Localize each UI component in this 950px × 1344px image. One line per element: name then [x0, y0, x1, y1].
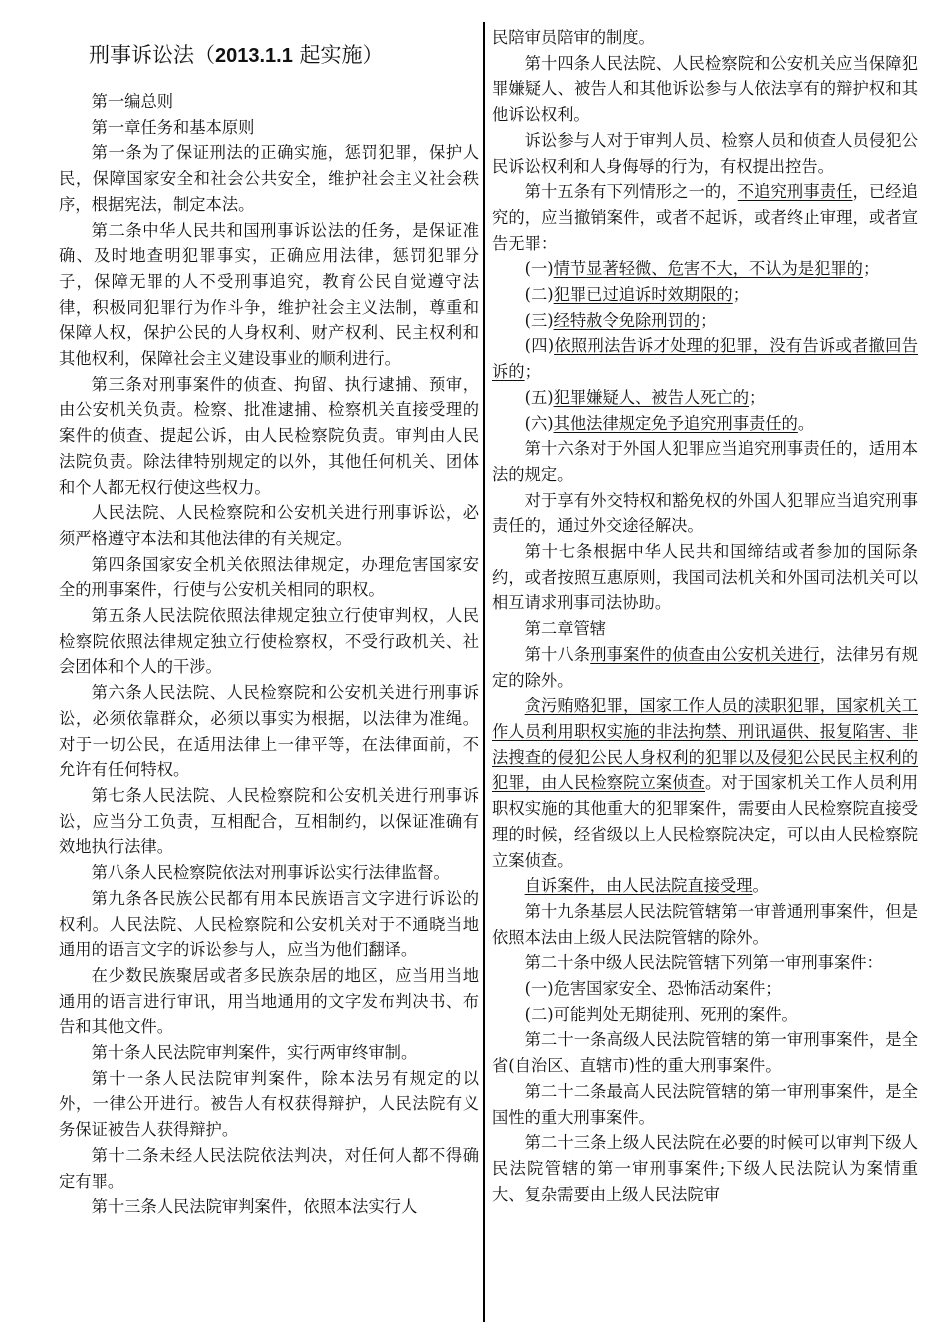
- article-15-item-5: [492, 385, 918, 411]
- article-21: 第二十一条高级人民法院管辖的第一审刑事案件，是全省(自治区、直辖市)性的重大刑事案件。: [492, 1030, 918, 1076]
- article-14: 第十四条人民法院、人民检察院和公安机关应当保障犯罪嫌疑人、被告人和其他诉讼参与人依法享有的辩护权和其他诉讼权利。: [492, 53, 918, 125]
- underlined-text: 刑事案件的侦查由公安机关进行: [590, 644, 820, 664]
- item-number: (二): [524, 285, 554, 305]
- underlined-text: 犯罪已过追诉时效期限的: [553, 285, 733, 305]
- underlined-text: 其他法律规定免予追究刑事责任的: [553, 413, 798, 433]
- article-15: [492, 179, 918, 256]
- document-title: [89, 36, 479, 75]
- title-text-end: 起实施）: [292, 43, 384, 67]
- article-15-item-4: [492, 333, 918, 384]
- title-text: 刑事诉讼法（: [89, 43, 215, 67]
- article-18-para-3: [492, 873, 918, 899]
- article-16: 第十六条对于外国人犯罪应当追究刑事责任的，适用本法的规定。: [492, 439, 918, 484]
- column-divider: [483, 22, 485, 1322]
- article-7: 第七条人民法院、人民检察院和公安机关进行刑事诉讼，应当分工负责，互相配合，互相制约，以保证准确有效地执行法律。: [59, 785, 479, 857]
- article-10: 第十条人民法院审判案件，实行两审终审制。: [91, 1043, 418, 1063]
- article-15-item-1: [492, 256, 918, 282]
- part-heading: 第一编总则: [91, 92, 174, 111]
- title-date: 2013.1.1: [215, 45, 293, 67]
- text: ；: [732, 285, 749, 305]
- article-18: [492, 642, 918, 693]
- article-15-item-2: [492, 282, 918, 308]
- underlined-text: 依照刑法告诉才处理的犯罪，没有告诉或者撤回告诉的: [492, 336, 918, 382]
- left-column: [59, 36, 479, 1220]
- article-9-para-2: 在少数民族聚居或者多民族杂居的地区，应当用当地通用的语言进行审讯，用当地通用的文字发布判决书、布告和其他文件。: [59, 965, 479, 1037]
- item-number: (四): [524, 336, 555, 356]
- article-13-continued: 民陪审员陪审的制度。: [492, 28, 655, 47]
- article-5: 第五条人民法院依照法律规定独立行使审判权，人民检察院依照法律规定独立行使检察权，不受行政机关、社会团体和个人的干涉。: [59, 606, 479, 677]
- article-3: 第三条对刑事案件的侦查、拘留、执行逮捕、预审，由公安机关负责。检察、批准逮捕、检察机关直接受理的案件的侦查、提起公诉，由人民检察院负责。审判由人民法院负责。除法律特别规定的以外，其他任何机关、团体和个人都无权行使这些权力。: [59, 374, 479, 497]
- item-number: (六): [524, 413, 554, 433]
- article-17: 第十七条根据中华人民共和国缔结或者参加的国际条约，或者按照互惠原则，我国司法机关和外国司法机关可以相互请求刑事司法协助。: [492, 542, 918, 613]
- article-22: 第二十二条最高人民法院管辖的第一审刑事案件，是全国性的重大刑事案件。: [492, 1081, 918, 1127]
- chapter-heading: 第一章任务和基本原则: [91, 117, 255, 137]
- text: ，已经追究的，应当撤销案件，或者不起诉，或者终止审理，或者宣告无罪：: [492, 182, 918, 253]
- underlined-text: 犯罪嫌疑人、被告人死亡的: [553, 387, 749, 407]
- underlined-text: 情节显著轻微、危害不大，不认为是犯罪的: [553, 259, 863, 279]
- underlined-text: 经特赦令免除刑罚的: [553, 310, 701, 330]
- article-14-para-2: 诉讼参与人对于审判人员、检察人员和侦查人员侵犯公民诉讼权利和人身侮辱的行为，有权提出控告。: [492, 130, 918, 176]
- article-2: 第二条中华人民共和国刑事诉讼法的任务，是保证准确、及时地查明犯罪事实，正确应用法律，惩罚犯罪分子，保障无罪的人不受刑事追究，教育公民自觉遵守法律，积极同犯罪行为作斗争，维护社会主义法制，尊重和保障人权，保护公民的人身权利、财产权利、民主权利和其他权利，保障社会主义建设事业的顺利进行。: [59, 220, 479, 369]
- boxed-underlined-text: 贪污贿赂犯罪，国家工作人员的渎职犯罪，国家机关工作人员利用职权实施的非法拘禁、刑讯逼供、报复陷害、非法搜查的侵犯公民人身权利的犯罪以及侵犯公民民主权利的犯罪，由人民检察院立案侦查: [492, 696, 918, 793]
- article-3-para-2: 人民法院、人民检察院和公安机关进行刑事诉讼，必须严格遵守本法和其他法律的有关规定。: [59, 503, 479, 548]
- item-number: (一): [524, 259, 554, 279]
- text: 第十五条有下列情形之一的，: [524, 182, 738, 202]
- text: 。对于国家机关工作人员利用职权实施的其他重大的犯罪案件，需要由人民检察院直接受理的时候，经省级以上人民检察院决定，可以由人民检察院立案侦查。: [492, 773, 918, 870]
- text: ，法律另有规定的除外。: [492, 644, 918, 690]
- article-15-item-3: [492, 308, 918, 334]
- item-number: (三): [524, 310, 554, 330]
- article-11: 第十一条人民法院审判案件，除本法另有规定的以外，一律公开进行。被告人有权获得辩护，人民法院有义务保证被告人获得辩护。: [59, 1068, 479, 1140]
- underlined-text: 不追究刑事责任: [737, 182, 853, 202]
- text: ；: [862, 259, 880, 279]
- article-12: 第十二条未经人民法院依法判决，对任何人都不得确定有罪。: [59, 1145, 479, 1191]
- article-4: 第四条国家安全机关依照法律规定，办理危害国家安全的刑事案件，行使与公安机关相同的职权。: [59, 554, 479, 600]
- article-19: 第十九条基层人民法院管辖第一审普通刑事案件，但是依照本法由上级人民法院管辖的除外。: [492, 901, 918, 947]
- text: 。: [752, 876, 769, 896]
- article-23: 第二十三条上级人民法院在必要的时候可以审判下级人民法院管辖的第一审刑事案件;下级人民法院认为案情重大、复杂需要由上级人民法院审: [492, 1133, 918, 1204]
- article-20-item-1: (一)危害国家安全、恐怖活动案件；: [524, 979, 782, 999]
- article-18-para-2: [492, 693, 918, 873]
- article-16-para-2: 对于享有外交特权和豁免权的外国人犯罪应当追究刑事责任的，通过外交途径解决。: [492, 490, 918, 536]
- text: 。: [797, 413, 815, 433]
- text: ；: [700, 310, 717, 330]
- article-1: 第一条为了保证刑法的正确实施，惩罚犯罪，保护人民，保障国家安全和社会公共安全，维护社会主义社会秩序，根据宪法，制定本法。: [59, 143, 479, 214]
- right-column: [492, 25, 918, 1207]
- article-15-item-6: [492, 411, 918, 437]
- article-8: 第八条人民检察院依法对刑事诉讼实行法律监督。: [91, 863, 450, 883]
- underlined-text: 自诉案件，由人民法院直接受理: [524, 876, 753, 896]
- article-6: 第六条人民法院、人民检察院和公安机关进行刑事诉讼，必须依靠群众，必须以事实为根据，以法律为准绳。对于一切公民，在适用法律上一律平等，在法律面前，不允许有任何特权。: [59, 683, 479, 780]
- text: 第十八条: [524, 644, 591, 664]
- article-20-item-2: (二)可能判处无期徒刑、死刑的案件。: [524, 1004, 798, 1024]
- article-9: 第九条各民族公民都有用本民族语言文字进行诉讼的权利。人民法院、人民检察院和公安机关对于不通晓当地通用的语言文字的诉讼参与人，应当为他们翻译。: [59, 888, 479, 960]
- text: ；: [524, 362, 541, 382]
- article-13: 第十三条人民法院审判案件，依照本法实行人: [91, 1197, 418, 1217]
- item-number: (五): [524, 387, 554, 407]
- text: ；: [748, 387, 766, 407]
- article-20: 第二十条中级人民法院管辖下列第一审刑事案件：: [524, 953, 883, 973]
- chapter-2-heading: 第二章管辖: [524, 619, 607, 639]
